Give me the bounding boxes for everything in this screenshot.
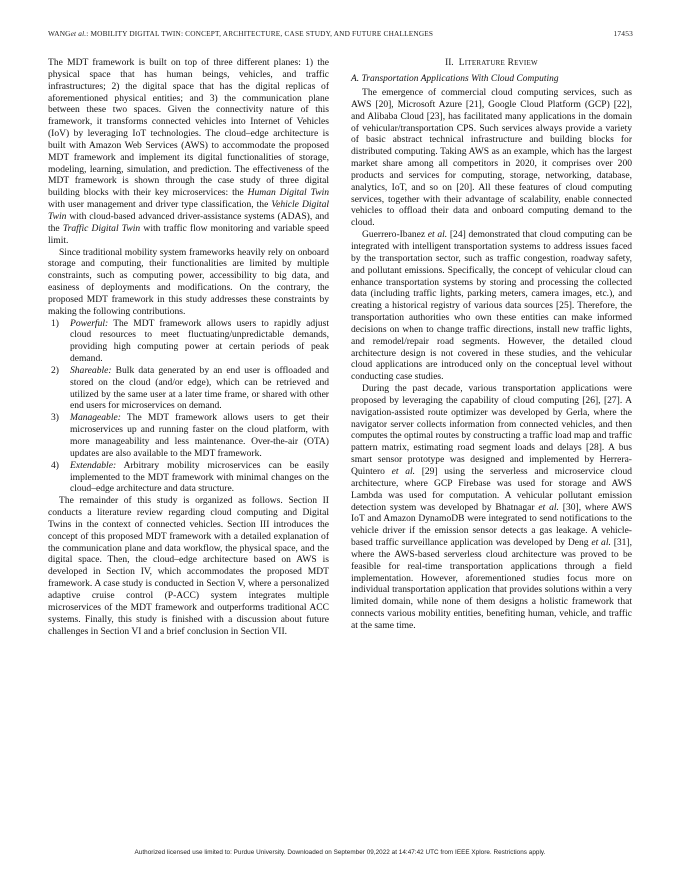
section-title: Literature Review [458, 58, 538, 68]
two-column-body [48, 57, 633, 827]
para-seg: with user management and driver type classification, the [48, 199, 272, 211]
list-item-term: Extendable: [70, 459, 117, 471]
running-head-authors: WANG [48, 29, 71, 38]
etal-italic: et al. [538, 501, 559, 513]
running-head-etal: et al. [70, 29, 87, 38]
list-item-text: The MDT framework allows users to rapidly adjust cloud resources to meet fluctuating/unpredictable demands, providing high computing power at certain periods of peak demand. [70, 317, 329, 365]
running-head-title [48, 29, 433, 38]
list-item-text: Bulk data generated by an end user is offloaded and stored on the cloud (and/or edge), which can be retrieved and utilized by the same user at a later time frame, or shared with other end users for microservices on demand. [70, 364, 329, 412]
list-item-text: The MDT framework allows users to get their microservices up and running faster on the cloud platform, with more manageability and less maintenance. Over-the-air (OTA) updates are also available to the MDT framework. [70, 412, 329, 459]
right-column [351, 57, 632, 827]
list-item-text: Arbitrary mobility microservices can be easily implemented to the MDT framework with minimal changes on the cloud–edge architecture and data structure. [70, 459, 329, 495]
term-vehicle-digital-twin: Vehicle Digital Twin [48, 199, 329, 222]
running-head-article-title: : MOBILITY DIGITAL TWIN: CONCEPT, ARCHITECTURE, CASE STUDY, AND FUTURE CHALLENGES [86, 29, 434, 38]
etal-italic: et al. [591, 537, 611, 549]
running-head [48, 29, 633, 41]
list-item-term: Powerful: [70, 317, 109, 329]
list-item [48, 412, 329, 459]
para-seg: with cloud-based advanced driver-assistance systems (ADAS), and the [48, 210, 329, 234]
para-seg: During the past decade, various transportation applications were proposed by leveraging the capability of cloud computing [26], [27]. A navigation-assisted route optimizer was developed by Gerla, where the navigator server collects information from connected vehicles, and then computes the optimal routes by constructing a traffic load map and traffic pattern matrix, estimating road segment loads and delays [28]. A bus smart sensor prototype was designed and implemented by Herrera-Quintero [351, 383, 632, 477]
list-marker: 2) [51, 364, 59, 376]
paragraph-past-decade-applications [351, 383, 632, 632]
etal-italic: et al. [427, 229, 448, 241]
list-item [48, 460, 329, 496]
list-marker: 1) [51, 317, 59, 329]
term-human-digital-twin: Human Digital Twin [247, 187, 329, 199]
list-item [48, 318, 329, 365]
para-seg: [29] using the serverless and microservice cloud architecture, where GCP Firebase was used for storage and AWS Lambda was used for computation. A vehicular pollutant emission detection system was developed by Bhatnagar [351, 466, 632, 513]
paragraph-mdt-framework-planes [48, 57, 329, 247]
left-column [48, 57, 329, 827]
list-marker: 3) [51, 412, 59, 424]
section-heading-literature-review [351, 57, 632, 69]
term-traffic-digital-twin: Traffic Digital Twin [62, 222, 141, 234]
paragraph-guerrero-ibanez [351, 229, 632, 383]
paragraph-commercial-cloud-services: The emergence of commercial cloud computing services, such as AWS [20], Microsoft Azure [21], Google Cloud Platform (GCP) [22], and Alibaba Cloud [23], has facilitated many applications in the domain of vehicular/transportation CPS. Such services always provide a variety of basic abstract technical infrastructure and building blocks for distributed computing. Taking AWS as an example, which has the largest market share among all competitors in 2020, it comprises over 200 products and services for computing, storage, networking, database, analytics, IoT, and so on [20]. All these features of cloud computing services, together with their advantage of scalability, enable connected vehicles to offload their data and onboard computing demand to the cloud. [351, 87, 632, 229]
para-seg: [31], where the AWS-based serverless cloud architecture was proved to be feasible for real-time transportation applications through a field implementation. However, aforementioned studies focus more on individual transportation application that provides solutions within a very limited domain, while none of them designs a holistic framework that connects various mobility entities, benefiting human, vehicle, and traffic at the same time. [351, 537, 632, 631]
para-seg: Guerrero-Ibanez [362, 229, 428, 241]
para-seg: [30], where AWS IoT and Amazon DynamoDB were integrated to send notifications to the vehicle driver if the emission sensor detects a gas leakage. A vehicle-based traffic surveillance application was developed by Deng [351, 501, 633, 549]
paragraph-constraints: Since traditional mobility system frameworks heavily rely on onboard storage and computing, their functionalities are limited by multiple constraints, such as computing power, accessibility to big data, and easiness of deployments and modifications. On the contrary, the proposed MDT framework in this study addresses these constraints by making the following contributions. [48, 246, 329, 317]
section-number: II. [445, 58, 454, 68]
subsection-heading-transportation-applications: A. Transportation Applications With Cloud Computing [351, 73, 559, 84]
list-marker: 4) [51, 459, 59, 471]
contributions-list [48, 318, 329, 496]
license-footer: Authorized licensed use limited to: Purdue University. Downloaded on September 09,2022 at 14:47:42 UTC from IEEE Xplore. Restrictions apply. [134, 849, 546, 856]
list-item-term: Shareable: [70, 364, 112, 376]
paragraph-study-organization: The remainder of this study is organized as follows. Section II conducts a literature review regarding cloud computing and Digital Twins in the context of connected vehicles. Section III introduces the concept of this proposed MDT framework with a detailed explanation of the communication plane and data workflow, the physical space, and the digital space. Then, the cloud–edge architecture based on AWS is developed in Section IV, which accommodates the proposed MDT framework. A case study is conducted in Section V, where a personalized adaptive cruise control (P-ACC) system integrates multiple microservices of the MDT framework and outperforms traditional ACC systems. Finally, this study is finished with a discussion about future challenges in Section VI and a brief conclusion in Section VII. [48, 495, 329, 637]
list-item-term: Manageable: [70, 412, 121, 424]
para-seg: The MDT framework is built on top of three different planes: 1) the physical space that has human beings, vehicles, and traffic infrastructures; 2) the digital space that has the digital replicas of aforementioned physical entities; and 3) the communication plane between these two spaces. Given the connectivity nature of this framework, it transforms connected vehicles into Internet of Vehicles (IoV) by leveraging IoT technologies. The cloud–edge architecture is built with Amazon Web Services (AWS) to accommodate the proposed MDT framework and implement its digital functionalities of storage, modeling, learning, simulation, and prediction. The effectiveness of the MDT framework is shown through the case study of three digital building blocks with their key microservices: the [48, 57, 329, 199]
para-seg: with traffic flow monitoring and variable speed limit. [48, 222, 329, 246]
list-item [48, 365, 329, 412]
para-seg: [24] demonstrated that cloud computing can be integrated with intelligent transportation systems to address issues faced by the transportation sector, such as traffic congestion, roadway safety, and pollutant emissions. Specifically, the concept of vehicular cloud can enhance transportation systems by storing and processing the collected data (including traffic lights, parking meters, camera images, etc.), and creating a historical registry of various data sources [25]. Therefore, the transportation authorities who own these entities can make informed decisions on when to change traffic directions, install new traffic lights, and remodel/repair road segments. However, the detailed cloud architecture design is not covered in these studies, and the vehicular cloud applications are introduced only on the conceptual level without conducting case studies. [351, 229, 632, 383]
etal-italic: et al. [391, 466, 416, 477]
page-number: 17453 [613, 29, 633, 38]
